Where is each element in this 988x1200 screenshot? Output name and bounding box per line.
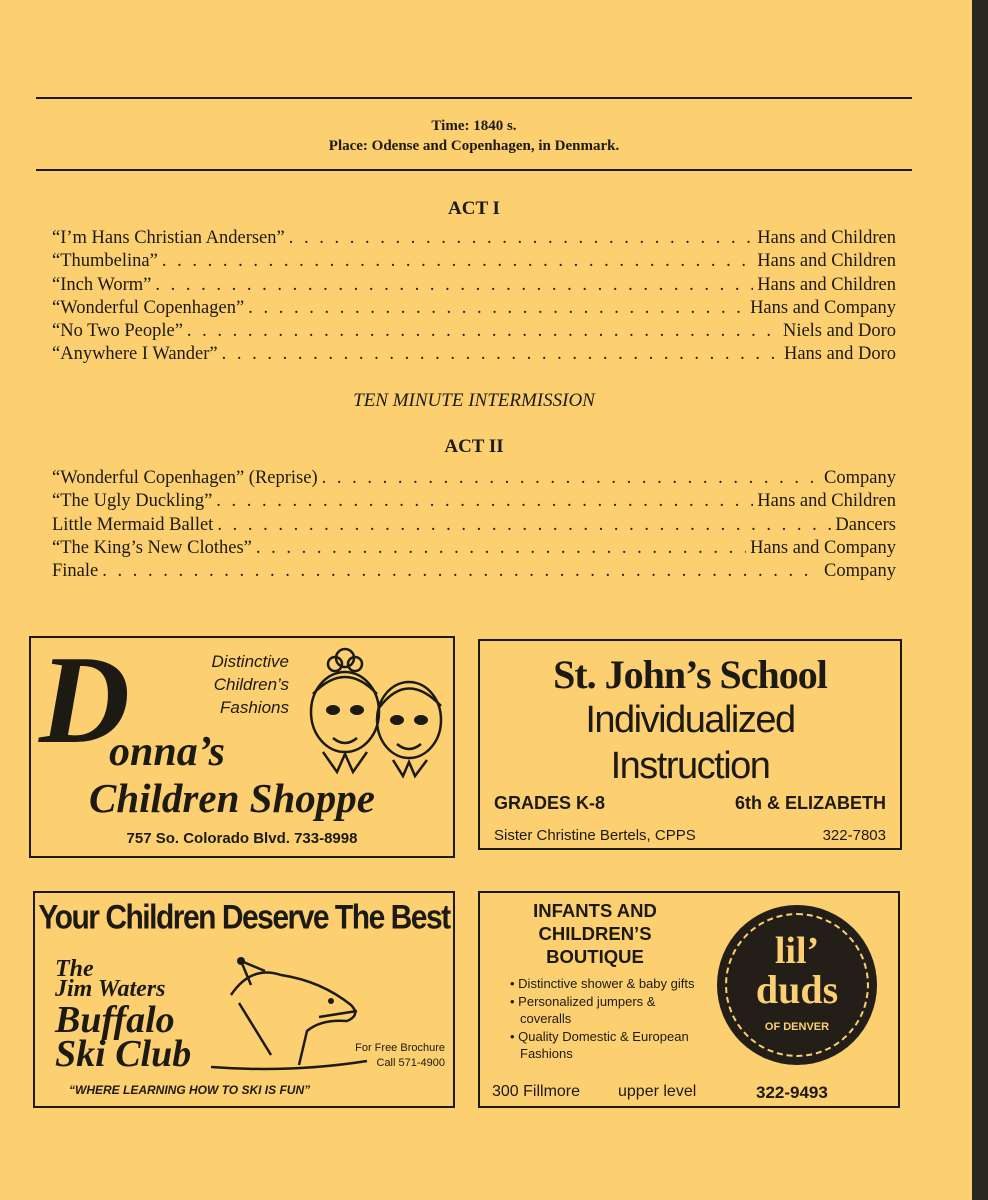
- brochure-line: For Free Brochure: [355, 1042, 445, 1054]
- song-performers: Hans and Children: [757, 251, 896, 272]
- dot-leader: [322, 468, 820, 489]
- song-title: “The Ugly Duckling”: [52, 491, 213, 512]
- stjohn-contact: Sister Christine Bertels, CPPS: [494, 827, 696, 844]
- donna-ad: [29, 636, 455, 858]
- song-performers: Niels and Doro: [782, 321, 896, 342]
- intermission-label: TEN MINUTE INTERMISSION: [353, 390, 595, 411]
- song-performers: Dancers: [835, 514, 896, 535]
- song-title: Little Mermaid Ballet: [52, 514, 214, 535]
- lilduds-ad: [478, 891, 900, 1108]
- song-title: “Wonderful Copenhagen” (Reprise): [52, 468, 318, 488]
- song-title: “Thumbelina”: [52, 251, 158, 272]
- dot-leader: [155, 275, 753, 296]
- bullet-item: • Quality Domestic & European Fashions: [510, 1029, 689, 1061]
- lilduds-logo: [717, 905, 877, 1065]
- dot-leader: [216, 491, 753, 512]
- song-performers: Hans and Children: [757, 274, 896, 295]
- song-row: [52, 275, 896, 298]
- stjohn-line1: Individualized: [585, 699, 795, 741]
- top-rule: [36, 97, 912, 99]
- song-title: “The King’s New Clothes”: [52, 537, 252, 558]
- logo-word-lil: lil’: [774, 930, 820, 972]
- lilduds-heading: [500, 899, 690, 968]
- stjohn-line2: Instruction: [610, 745, 770, 787]
- act1-song-list: [52, 228, 896, 368]
- stjohn-title: St. John’s School: [553, 652, 827, 697]
- stjohn-grades: GRADES K-8: [494, 793, 606, 813]
- donna-name: onna’s: [109, 729, 225, 775]
- song-title: “Wonderful Copenhagen”: [52, 297, 245, 318]
- song-performers: Company: [824, 561, 896, 582]
- song-performers: Hans and Doro: [783, 344, 896, 365]
- dot-leader: [217, 515, 831, 536]
- heading-line: BOUTIQUE: [546, 946, 644, 967]
- bullet-item: • Distinctive shower & baby gifts: [510, 976, 695, 991]
- tagline-line: Fashions: [220, 698, 289, 717]
- buffalo-slogan: “WHERE LEARNING HOW TO SKI IS FUN”: [69, 1083, 311, 1097]
- dot-leader: [187, 321, 779, 342]
- time-text: Time: 1840 s.: [431, 118, 517, 134]
- skiing-buffalo-icon: [211, 955, 371, 1075]
- buffalo-brochure: [355, 1041, 445, 1071]
- tagline-line: Children’s: [213, 675, 289, 694]
- lilduds-bullets: [510, 975, 695, 1063]
- lilduds-address: 300 Fillmore: [492, 1083, 581, 1100]
- song-row: [52, 561, 896, 584]
- song-row: [52, 298, 896, 321]
- song-row: [52, 321, 896, 344]
- buffalo-headline: Your Children Deserve The Best: [38, 898, 450, 937]
- lilduds-phone: 322-9493: [756, 1083, 828, 1102]
- act2-title: ACT II: [444, 436, 504, 457]
- logo-word-denver: OF DENVER: [764, 1021, 830, 1033]
- song-title: “I’m Hans Christian Andersen”: [52, 228, 285, 248]
- song-performers: Hans and Company: [750, 297, 896, 318]
- dot-leader: [162, 251, 753, 272]
- second-rule: [36, 169, 912, 171]
- song-title: Finale: [52, 561, 99, 582]
- dot-leader: [256, 538, 746, 559]
- song-title: “No Two People”: [52, 321, 183, 342]
- stjohn-phone: 322-7803: [822, 827, 886, 844]
- buffalo-ad: [33, 891, 455, 1108]
- song-row: [52, 344, 896, 367]
- buffalo-name-line: Buffalo: [55, 999, 175, 1041]
- song-title: “Anywhere I Wander”: [52, 344, 218, 365]
- donna-big-letter: D: [39, 636, 130, 770]
- donna-tagline: [177, 650, 289, 719]
- song-performers: Company: [824, 468, 896, 488]
- song-row: [52, 228, 896, 251]
- song-row: [52, 491, 896, 514]
- place-text: Place: Odense and Copenhagen, in Denmark.: [328, 138, 620, 154]
- donna-address: 757 So. Colorado Blvd. 733-8998: [126, 830, 358, 847]
- song-performers: Hans and Children: [757, 491, 896, 512]
- dot-leader: [289, 228, 754, 249]
- heading-line: INFANTS AND: [533, 900, 657, 921]
- song-row: [52, 538, 896, 561]
- children-faces-icon: [297, 642, 453, 782]
- song-row: [52, 468, 896, 491]
- song-row: [52, 515, 896, 538]
- bullet-item: • Personalized jumpers & coveralls: [510, 994, 656, 1026]
- logo-word-duds: duds: [755, 967, 839, 1012]
- dot-leader: [248, 298, 746, 319]
- act1-title: ACT I: [448, 198, 500, 219]
- lilduds-level: upper level: [618, 1083, 697, 1100]
- heading-line: CHILDREN’S: [538, 923, 652, 944]
- buffalo-name-line: Jim Waters: [55, 976, 166, 1002]
- song-row: [52, 251, 896, 274]
- buffalo-name-line: The: [55, 956, 94, 982]
- donna-shop-name: Children Shoppe: [89, 775, 375, 821]
- brochure-line: Call 571-4900: [376, 1057, 445, 1069]
- tagline-line: Distinctive: [211, 652, 289, 671]
- stjohn-address: 6th & ELIZABETH: [735, 793, 886, 813]
- dot-leader: [222, 344, 780, 365]
- dot-leader: [102, 561, 820, 582]
- time-place-block: [36, 116, 912, 156]
- act2-song-list: [52, 468, 896, 584]
- stjohn-ad: [478, 639, 902, 850]
- buffalo-name-line: Ski Club: [55, 1033, 192, 1075]
- song-performers: Hans and Company: [750, 537, 896, 558]
- song-title: “Inch Worm”: [52, 274, 152, 295]
- song-performers: Hans and Children: [757, 228, 896, 248]
